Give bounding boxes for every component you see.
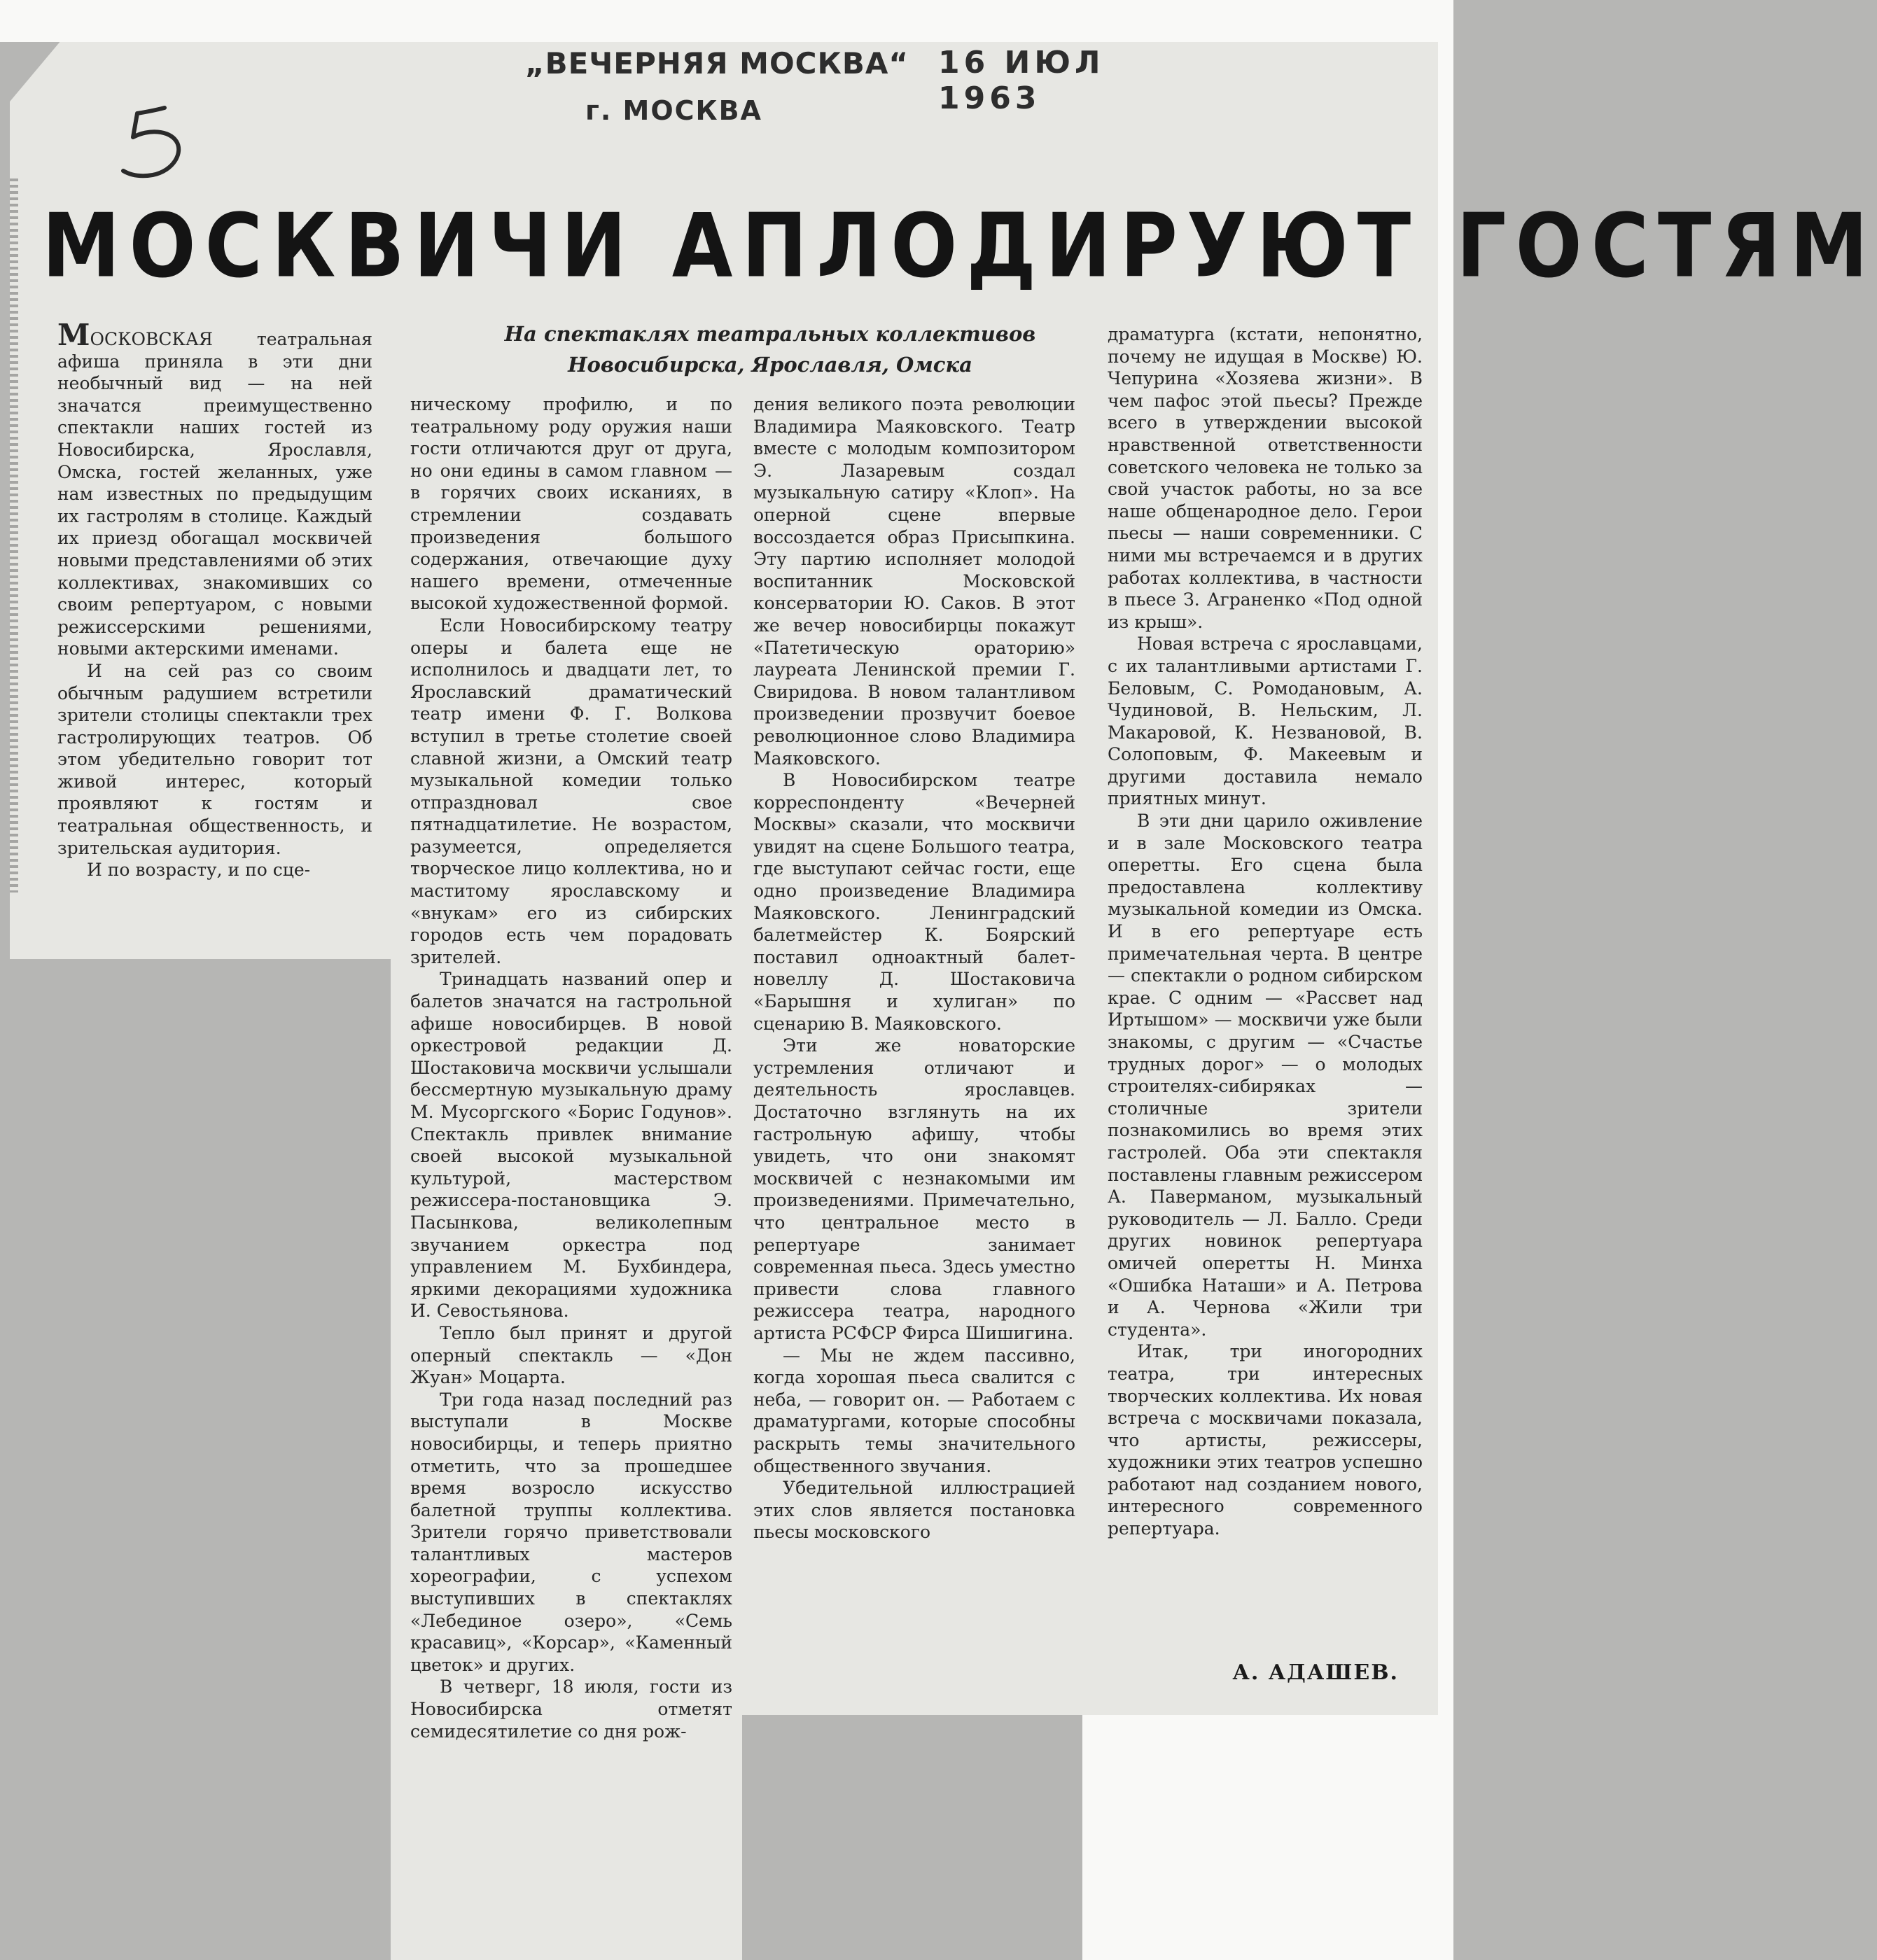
column-2-paragraph-3: Тринадцать названий опер и балетов значатся на гастрольной афише новосибирцев. В новой оркестровой редакции Д. Шостаковича москвичи услышали бессмертную музыкальную драму М. Мусоргского «Борис Годунов». Спектакль привлек внимание своей высокой музыкальной культурой, мастерством режиссера-постановщика Э. Пасынкова, великолепным звучанием оркестра под управлением М. Бухбиндера, яркими декорациями художника И. Севостьянова. — [410, 969, 732, 1322]
clipping-source-stamp — [462, 39, 1218, 130]
subheading-line-2: Новосибирска, Ярославля, Омска — [568, 353, 972, 377]
column-4-paragraph-2: Новая встреча с ярославцами, с их талантливыми артистами Г. Беловым, С. Ромодановым, А. Чудиновой, В. Нельским, Л. Макаровой, К. Незвановой, В. Солоповым, Ф. Макеевым и другими доставила немало приятных минут. — [1108, 634, 1423, 809]
column-1-paragraph-3: И по возрасту, и по сце- — [87, 860, 311, 881]
author-signature: А. АДАШЕВ. — [1232, 1660, 1399, 1685]
white-background-top — [0, 0, 1082, 42]
article-column-4 — [1108, 323, 1423, 1540]
column-2-paragraph-6: В четверг, 18 июля, гости из Новосибирска отметят семидесятилетие со дня рож- — [410, 1676, 732, 1742]
drop-cap: М — [57, 318, 90, 352]
column-3-paragraph-5: Убедительной иллюстрацией этих слов является постановка пьесы московского — [753, 1478, 1075, 1543]
clipping-date: 16 ИЮЛ 1963 — [938, 45, 1105, 116]
subheading-line-1: На спектаклях театральных коллективов — [504, 322, 1036, 346]
handwritten-number-five — [112, 98, 217, 182]
article-column-1 — [57, 318, 372, 881]
column-1-paragraph-1-text: ОСКОВСКАЯ театральная афиша приняла в эти дни необычный вид — на ней значатся преимущественно спектакли наших гостей из Новосибирска, Ярославля, Омска, гостей желанных, уже нам известных по предыдущим их гастролям в столице. Каждый их приезд обогащал москвичей новыми представлениями об этих коллективах, знакомивших со своим репертуаром, с новыми режиссерскими решениями, новыми актерскими именами. — [57, 329, 372, 659]
perforated-edge — [10, 178, 18, 892]
article-subheading — [455, 318, 1085, 380]
newspaper-name: „ВЕЧЕРНЯЯ МОСКВА“ — [525, 46, 909, 80]
column-2-paragraph-1: ническому профилю, и по театральному роду оружия наши гости отличаются друг от друга, но они едины в самом главном — в горячих своих исканиях, в стремлении создавать произведения большого содержания, отвечающие духу нашего времени, отмеченные высокой художественной формой. — [410, 394, 732, 614]
article-column-2 — [410, 393, 732, 1742]
column-1-paragraph-1 — [57, 318, 372, 660]
column-3-paragraph-3: Эти же новаторские устремления отличают и деятельность ярославцев. Достаточно взглянуть на их гастрольную афишу, чтобы увидеть, что они знакомят москвичей с незнакомыми им произведениями. Примечательно, что центральное место в репертуаре занимает современная пьеса. Здесь уместно привести слова главного режиссера театра, народного артиста РСФСР Фирса Шишигина. — [753, 1035, 1075, 1343]
article-headline: МОСКВИЧИ АПЛОДИРУЮТ ГОСТЯМ — [42, 195, 1877, 298]
column-3-paragraph-2: В Новосибирском театре корреспонденту «Вечерней Москвы» сказали, что москвичи увидят на сцене Большого театра, где выступают сейчас гости, еще одно произведение Владимира Маяковского. Ленинградский балетмейстер К. Боярский поставил одноактный балет-новеллу Д. Шостаковича «Барышня и хулиган» по сценарию В. Маяковского. — [753, 770, 1075, 1034]
column-2-paragraph-5: Три года назад последний раз выступали в Москве новосибирцы, и теперь приятно отметить, что за прошедшее время возросло искусство балетной труппы коллектива. Зрители горячо приветствовали талантливых мастеров хореографии, с успехом выступивших в спектаклях «Лебединое озеро», «Семь красавиц», «Корсар», «Каменный цветок» и других. — [410, 1389, 732, 1675]
column-2-paragraph-4: Тепло был принят и другой оперный спектакль — «Дон Жуан» Моцарта. — [410, 1322, 732, 1388]
column-4-paragraph-4: Итак, три иногородних театра, три интересных творческих коллектива. Их новая встреча с москвичами показала, что артисты, режиссеры, художники этих театров успешно работают над созданием нового, интересного современного репертуара. — [1108, 1341, 1423, 1539]
column-3-paragraph-4: — Мы не ждем пассивно, когда хорошая пьеса свалится с неба, — говорит он. — Работаем с драматургами, которые способны раскрыть темы значительного общественного звучания. — [753, 1345, 1075, 1476]
column-4-paragraph-3: В эти дни царило оживление и в зале Московского театра оперетты. Его сцена была предоставлена коллективу музыкальной комедии из Омска. И в его репертуаре есть примечательная черта. В центре — спектакли о родном сибирском крае. С одним — «Рассвет над Иртышом» — москвичи уже были знакомы, с другим — «Счастье трудных дорог» — о молодых строителях-сибиряках — столичные зрители познакомились во время этих гастролей. Оба эти спектакля поставлены главным режиссером А. Паверманом, музыкальный руководитель — Л. Балло. Среди других новинок репертуара омичей оперетты Н. Минха «Ошибка Наташи» и А. Петрова и А. Чернова «Жили три студента». — [1108, 811, 1423, 1340]
column-3-paragraph-1: дения великого поэта революции Владимира Маяковского. Театр вместе с молодым композитором Э. Лазаревым создал музыкальную сатиру «Клоп». На оперной сцене впервые воссоздается образ Присыпкина. Эту партию исполняет молодой воспитанник Московской консерватории Ю. Саков. В этот же вечер новосибирцы покажут «Патетическую ораторию» лауреата Ленинской премии Г. Свиридова. В новом талантливом произведении прозвучит боевое революционное слово Владимира Маяковского. — [753, 394, 1075, 769]
article-column-3 — [753, 393, 1075, 1544]
newspaper-city: г. МОСКВА — [585, 95, 762, 126]
column-2-paragraph-2: Если Новосибирскому театру оперы и балета еще не исполнилось и двадцати лет, то Ярославский драматический театр имени Ф. Г. Волкова вступил в третье столетие своей славной жизни, а Омский театр музыкальной комедии только отпраздновал свое пятнадцатилетие. Не возрастом, разумеется, определяется творческое лицо коллектива, но и маститому ярославскому и «внукам» его из сибирских городов есть чем порадовать зрителей. — [410, 615, 732, 967]
column-4-paragraph-1: драматурга (кстати, непонятно, почему не идущая в Москве) Ю. Чепурина «Хозяева жизни». В чем пафос этой пьесы? Прежде всего в утверждении высокой нравственной ответственности советского человека не только за свой участок работы, но за все наше общенародное дело. Герои пьесы — наши современники. С ними мы встречаемся и в других работах коллектива, в частности в пьесе З. Аграненко «Под одной из крыш». — [1108, 324, 1423, 632]
column-1-paragraph-2: И на сей раз со своим обычным радушием встретили зрители столицы спектакли трех гастролирующих театров. Об этом убедительно говорит тот живой интерес, который проявляют к гостям и театральная общественность, и зрительская аудитория. — [57, 660, 372, 858]
